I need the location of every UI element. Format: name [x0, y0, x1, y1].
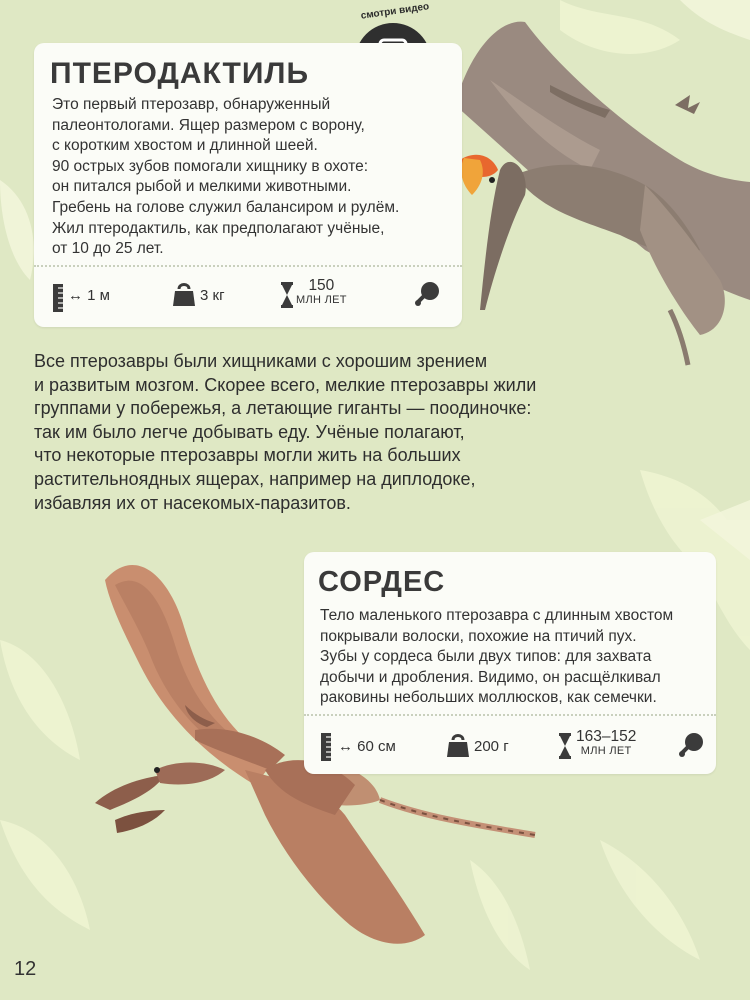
weight-value: 3 кг [200, 287, 225, 304]
sordes-stats [304, 716, 716, 776]
text-line: группами у побережья, а летающие гиганты — поодиночке: [34, 398, 532, 419]
age-value [576, 730, 636, 758]
text-line: он питался рыбой и мелкими животными. [52, 178, 352, 196]
age-number: 163–152 [576, 728, 637, 745]
age-unit: МЛН ЛЕТ [296, 294, 347, 306]
text-line: раковины небольших моллюсков, как семечки. [320, 689, 657, 707]
ruler-icon [320, 732, 332, 762]
text-line: Это первый птерозавр, обнаруженный [52, 96, 331, 113]
text-line: покрывали волоски, похожие на птичий пух. [320, 627, 637, 645]
pterodactyl-stats [34, 267, 462, 327]
age-value [296, 279, 347, 307]
page-number: 12 [14, 958, 37, 980]
pterodactyl-title: ПТЕРОДАКТИЛЬ [50, 57, 310, 90]
text-line: с коротким хвостом и длинной шеей. [52, 137, 318, 155]
meat-icon [678, 732, 704, 758]
text-line: Все птерозавры были хищниками с хорошим зрением [34, 351, 488, 371]
ruler-icon [52, 283, 64, 313]
text-line: и развитым мозгом. Скорее всего, мелкие птерозавры жили [34, 374, 537, 395]
sordes-card [304, 552, 716, 774]
hourglass-icon [280, 281, 294, 309]
age-unit: МЛН ЛЕТ [580, 745, 632, 757]
text-line: добычи и дробления. Видимо, он расщёлкивал [320, 668, 661, 686]
main-paragraph [34, 350, 594, 515]
hourglass-icon [558, 732, 572, 760]
text-line: палеонтологами. Ящер размером с ворону, [52, 116, 365, 134]
age-number: 150 [308, 277, 335, 294]
pterodactyl-card [34, 43, 462, 327]
text-line: избавляя их от насекомых-паразитов. [34, 492, 351, 513]
text-line: 90 острых зубов помогали хищнику в охоте: [52, 157, 369, 175]
meat-icon [414, 281, 440, 307]
size-value: ↔ 60 см [338, 738, 396, 755]
size-value: ↔ 1 м [68, 287, 110, 304]
text-line: Тело маленького птерозавра с длинным хвостом [320, 607, 674, 624]
text-line: Гребень на голове служил балансиром и рулём. [52, 198, 400, 216]
weight-value: 200 г [474, 738, 509, 755]
text-line: от 10 до 25 лет. [52, 240, 164, 258]
weight-icon [172, 281, 196, 307]
text-line: растительноядных ящерах, например на диплодоке, [34, 468, 476, 489]
sordes-title: СОРДЕС [318, 566, 446, 598]
sordes-description [320, 606, 712, 709]
weight-icon [446, 732, 470, 758]
video-label: смотри видео [360, 1, 430, 22]
pterodactyl-description [52, 95, 462, 260]
text-line: так им было легче добывать еду. Учёные полагают, [34, 421, 465, 442]
text-line: Жил птеродактиль, как предполагают учёные, [52, 219, 385, 237]
text-line: Зубы у сордеса были двух типов: для захвата [320, 648, 652, 666]
text-line: что некоторые птерозавры могли жить на больших [34, 445, 461, 466]
pterodactyl-illustration [430, 10, 750, 380]
